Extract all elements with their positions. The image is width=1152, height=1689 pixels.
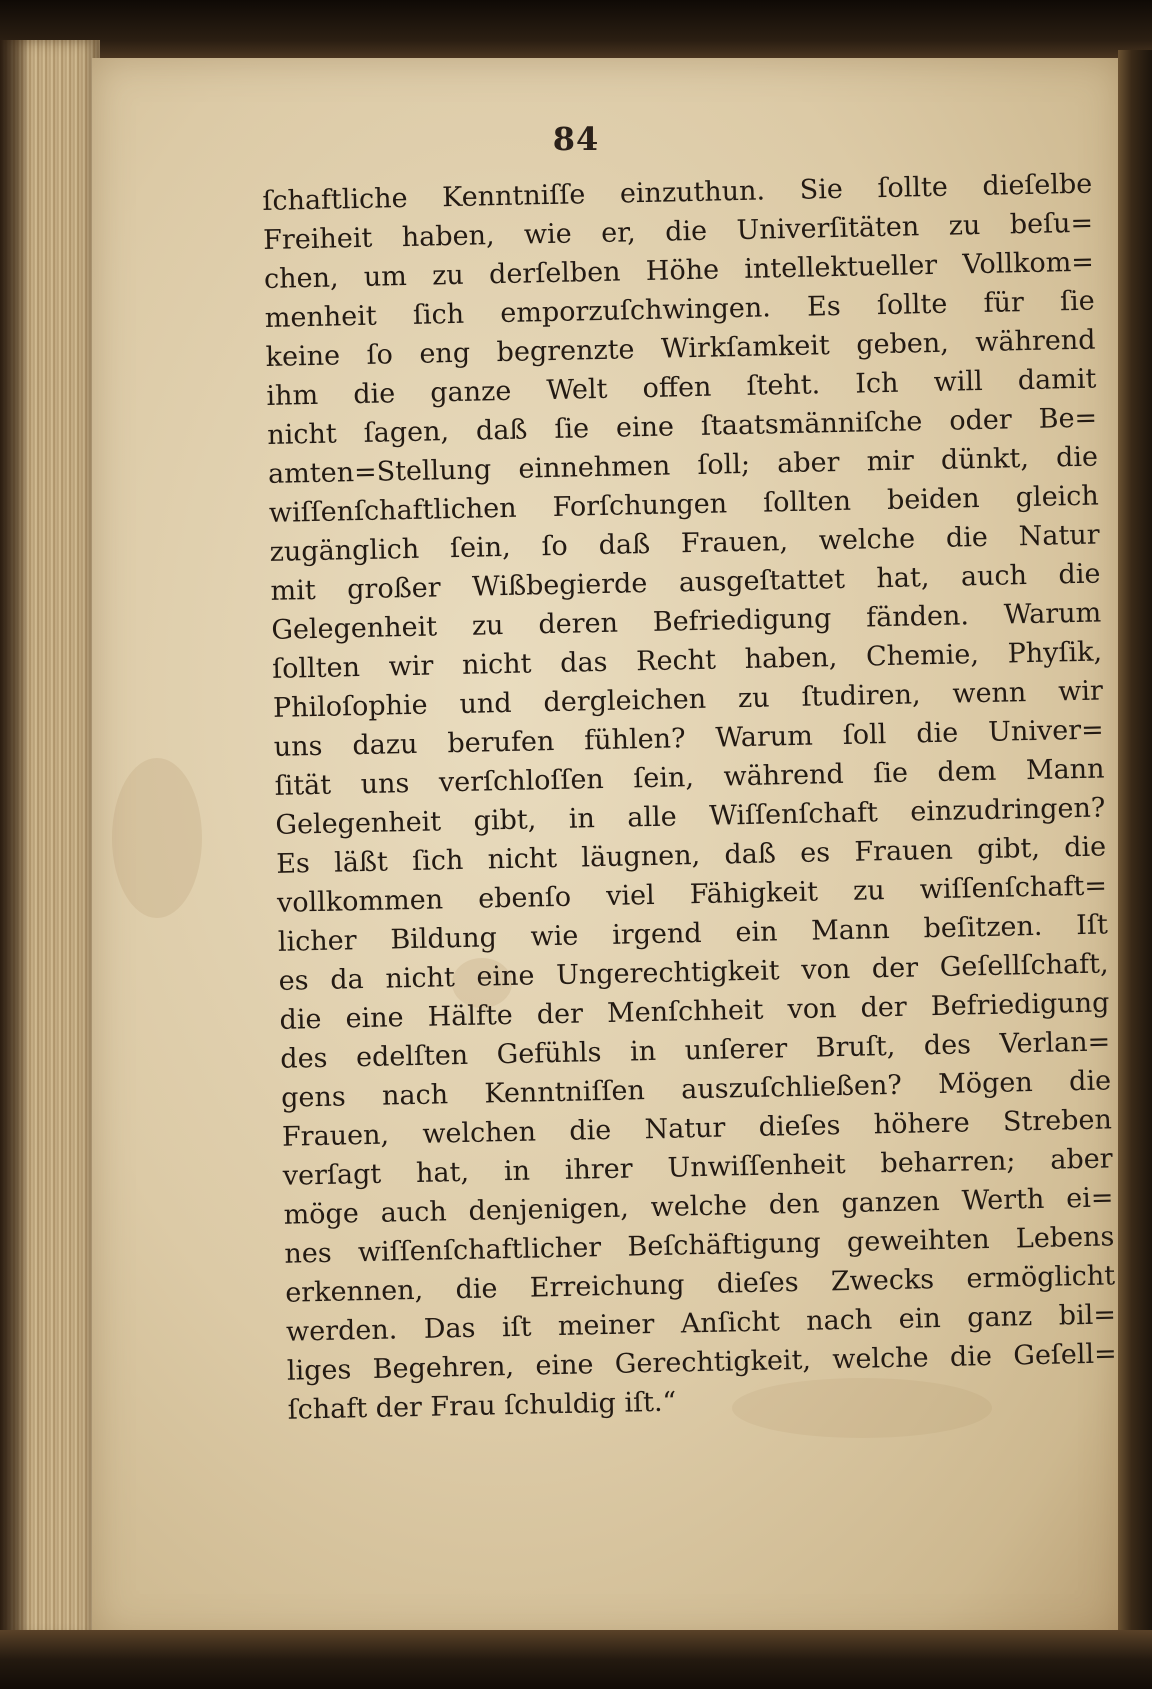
left-edge-shadow [0, 40, 30, 1640]
bottom-book-edge [0, 1630, 1152, 1689]
text-line: es da nicht eine Ungerechtigkeit von der Geſellſchaft, [278, 948, 1109, 997]
text-line: ſität uns verſchloſſen ſein, während ſie dem Mann [274, 753, 1105, 802]
text-line: die eine Hälfte der Menſchheit von der Befriedigung [279, 987, 1110, 1036]
text-line: verſagt hat, in ihrer Unwiſſenheit beharren; aber [282, 1143, 1113, 1192]
text-line: keine ſo eng begrenzte Wirkſamkeit geben, während [265, 324, 1096, 373]
text-line: des edelſten Gefühls in unſerer Bruſt, des Verlan= [280, 1026, 1111, 1075]
text-line: ſchaft der Frau ſchuldig iſt.“ [287, 1386, 677, 1426]
text-line: erkennen, die Erreichung dieſes Zwecks ermöglicht [284, 1260, 1116, 1309]
body-text [262, 165, 1118, 1430]
text-line: chen, um zu derſelben Höhe intellektueller Vollkom= [263, 246, 1095, 295]
text-line: Gelegenheit zu deren Befriedigung fänden. Warum [271, 597, 1102, 646]
text-line: ihm die ganze Welt offen ſteht. Ich will damit [266, 363, 1097, 412]
text-line: Freiheit haben, wie er, die Univerſitäten zu beſu= [262, 207, 1094, 256]
right-gutter [1118, 50, 1152, 1650]
text-line: Frauen, welchen die Natur dieſes höhere Streben [281, 1104, 1113, 1153]
text-line: Es läßt ſich nicht läugnen, daß es Frauen gibt, die [275, 831, 1107, 880]
text-line: nes wiſſenſchaftlicher Beſchäftigung geweihten Lebens [284, 1221, 1115, 1270]
text-line: menheit ſich emporzuſchwingen. Es ſollte für ſie [264, 285, 1096, 334]
text-line: möge auch denjenigen, welche den ganzen Werth ei= [283, 1182, 1114, 1231]
text-line: ſollten wir nicht das Recht haben, Chemie, Phyſik, [271, 636, 1103, 685]
text-line: mit großer Wißbegierde ausgeſtattet hat, auch die [270, 558, 1101, 607]
text-line: wiſſenſchaftlichen Forſchungen ſollten beiden gleich [268, 480, 1100, 529]
text-line: vollkommen ebenſo viel Fähigkeit zu wiſſenſchaft= [276, 870, 1108, 919]
text-line: licher Bildung wie irgend ein Mann beſitzen. Iſt [277, 909, 1109, 958]
text-line: Philoſophie und dergleichen zu ſtudiren, wenn wir [272, 675, 1104, 724]
text-line: zugänglich ſein, ſo daß Frauen, welche die Natur [269, 519, 1100, 568]
text-line: Gelegenheit gibt, in alle Wiſſenſchaft einzudringen? [275, 792, 1106, 841]
text-line: liges Begehren, eine Gerechtigkeit, welche die Geſell= [286, 1338, 1118, 1387]
page-number: 84 [552, 120, 600, 158]
text-line: gens nach Kenntniſſen auszuſchließen? Mögen die [280, 1065, 1112, 1114]
top-book-edge [0, 0, 1152, 58]
paper-stain [112, 758, 202, 918]
text-line: amten=Stellung einnehmen ſoll; aber mir dünkt, die [267, 441, 1099, 490]
text-line: ſchaftliche Kenntniſſe einzuthun. Sie ſollte dieſelbe [262, 168, 1093, 217]
text-line: uns dazu berufen fühlen? Warum ſoll die Univer= [273, 714, 1104, 763]
text-line: nicht ſagen, daß ſie eine ſtaatsmänniſche oder Be= [266, 402, 1098, 451]
text-line: werden. Das iſt meiner Anſicht nach ein ganz bil= [285, 1299, 1117, 1348]
